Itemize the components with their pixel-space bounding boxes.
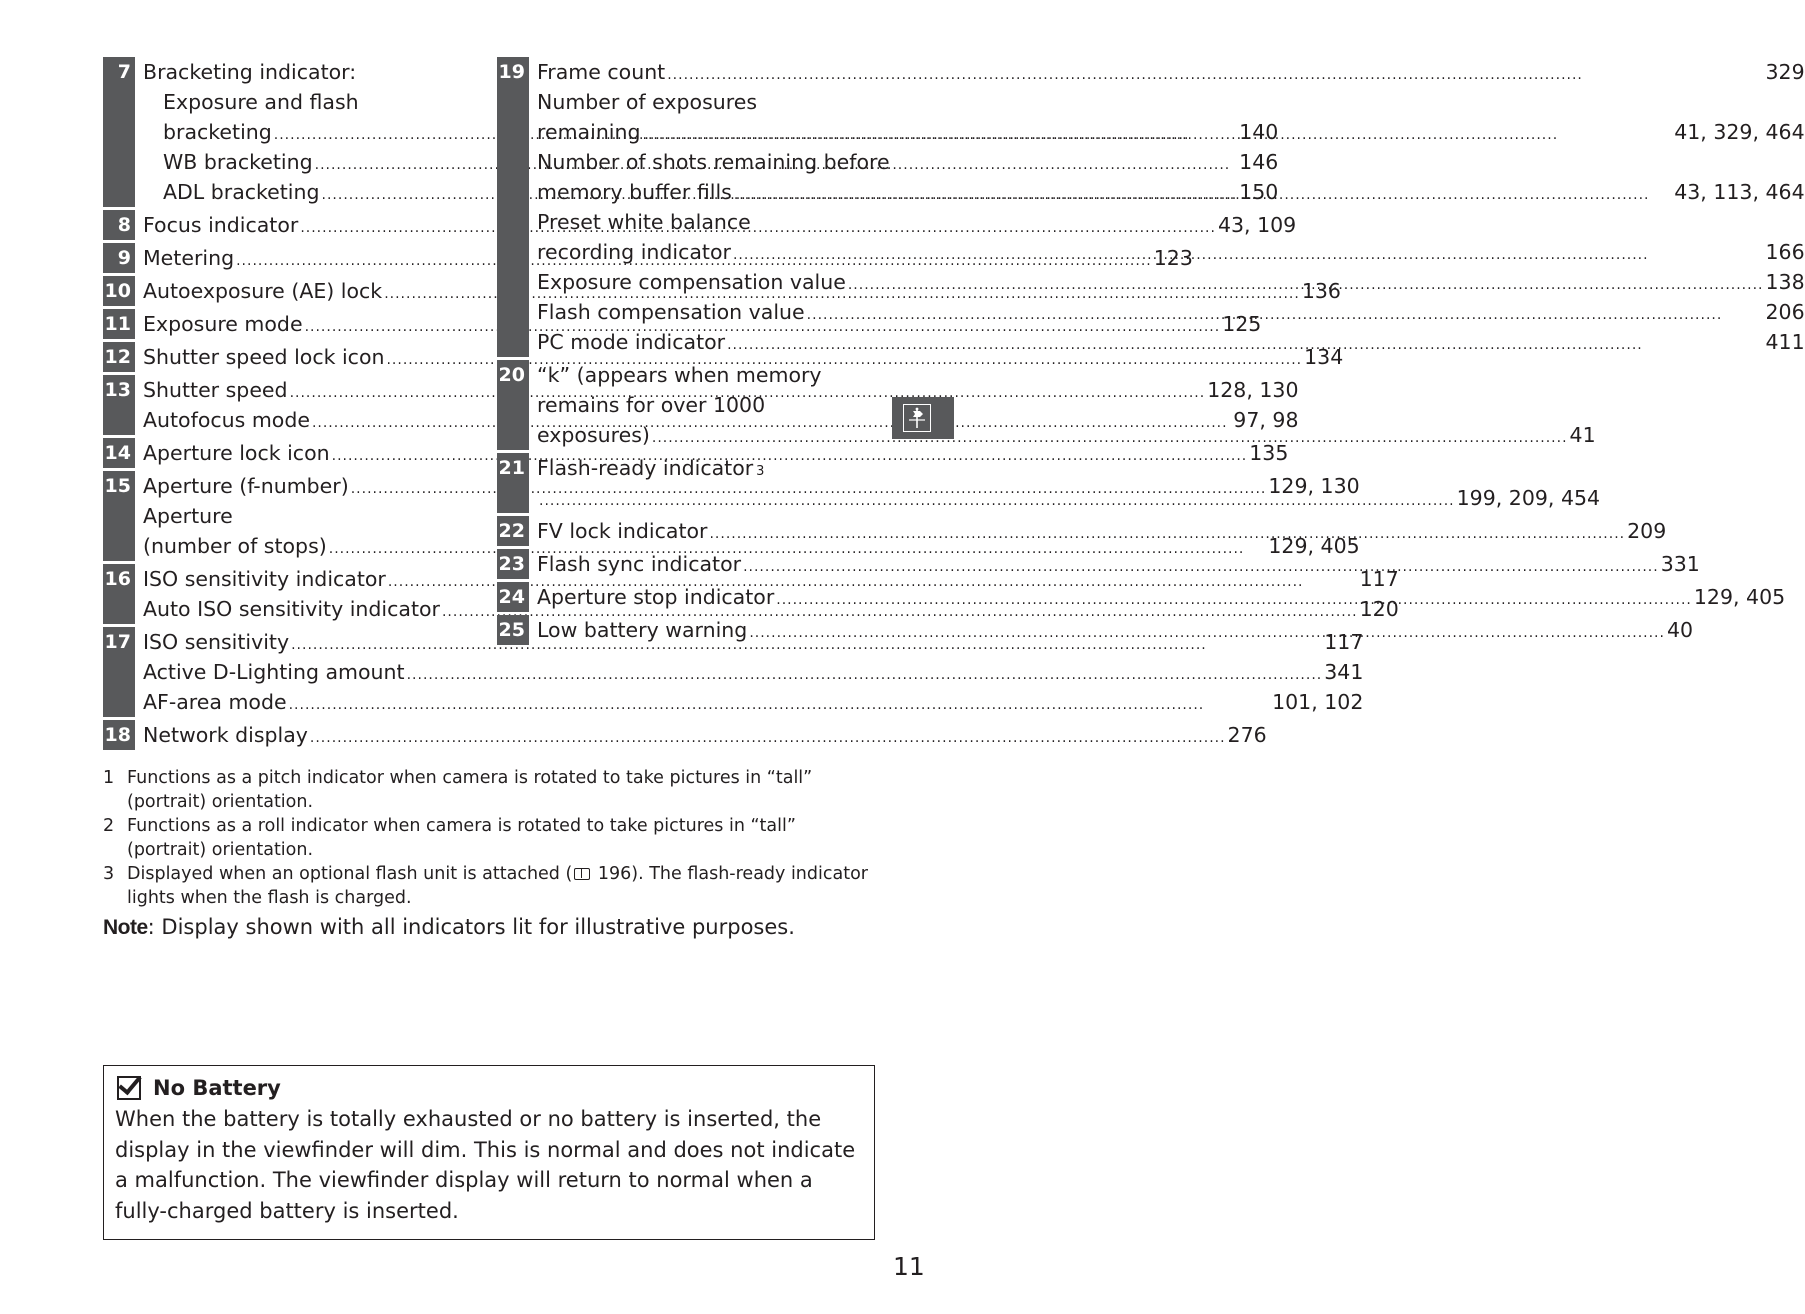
weathervane-icon bbox=[903, 404, 931, 432]
entry-line bbox=[537, 147, 1805, 177]
dot-leader bbox=[643, 120, 1673, 150]
page-reference[interactable]: 128, 130 bbox=[1207, 378, 1299, 402]
page-reference[interactable]: 331 bbox=[1660, 552, 1700, 576]
entry-label: remaining bbox=[537, 120, 641, 144]
entry-line bbox=[537, 516, 1666, 546]
entry-number: 20 bbox=[497, 360, 529, 450]
entry-label: Aperture stop indicator bbox=[537, 585, 775, 609]
entry-line bbox=[537, 615, 1693, 645]
footnote-text: Functions as a pitch indicator when camera is rotated to take pictures in “tall” (portrait) orientation. bbox=[127, 768, 813, 812]
entry-number: 19 bbox=[497, 57, 529, 357]
page-reference[interactable]: 41, 329, 464 bbox=[1674, 120, 1805, 144]
dot-leader bbox=[289, 690, 1270, 720]
dot-leader bbox=[807, 300, 1764, 330]
entry-line bbox=[537, 420, 1596, 450]
entry-lines bbox=[529, 360, 1596, 450]
page-reference[interactable]: 43, 109 bbox=[1217, 213, 1297, 237]
page-reference[interactable]: 97, 98 bbox=[1233, 408, 1299, 432]
page-number: 11 bbox=[893, 1252, 925, 1281]
entry-label: PC mode indicator bbox=[537, 330, 726, 354]
entry-line bbox=[537, 57, 1805, 87]
page-reference[interactable]: 43, 113, 464 bbox=[1674, 180, 1805, 204]
page-reference[interactable]: 123 bbox=[1153, 246, 1193, 270]
index-entry bbox=[103, 720, 1267, 750]
footnote-reference: 3 bbox=[756, 464, 765, 479]
entry-line bbox=[537, 117, 1805, 147]
footnote-text-after: 196). The flash-ready indicator lights when the flash is charged. bbox=[127, 864, 868, 908]
entry-number: 12 bbox=[103, 342, 135, 372]
entry-label: Flash compensation value bbox=[537, 300, 805, 324]
entry-number: 23 bbox=[497, 549, 529, 579]
callout-title-row bbox=[115, 1072, 863, 1104]
dot-leader bbox=[539, 486, 1455, 516]
entry-lines bbox=[529, 582, 1785, 612]
footnote bbox=[103, 814, 873, 862]
entry-label: Number of exposures bbox=[537, 90, 758, 114]
page-reference[interactable]: 341 bbox=[1324, 660, 1364, 684]
entry-label: Bracketing indicator: bbox=[143, 60, 357, 84]
page-reference[interactable]: 206 bbox=[1765, 300, 1805, 324]
page-reference[interactable]: 136 bbox=[1301, 279, 1341, 303]
page-reference[interactable]: 276 bbox=[1227, 723, 1267, 747]
entry-lines bbox=[529, 549, 1700, 579]
entry-label: Shutter speed bbox=[143, 378, 288, 402]
entry-line bbox=[537, 237, 1805, 267]
entry-number: 18 bbox=[103, 720, 135, 750]
entry-line bbox=[537, 87, 1805, 117]
entry-label: Shutter speed lock icon bbox=[143, 345, 385, 369]
entry-label: FV lock indicator bbox=[537, 519, 708, 543]
footnote bbox=[103, 766, 873, 814]
entry-label: Flash sync indicator bbox=[537, 552, 742, 576]
dot-leader bbox=[727, 330, 1763, 360]
page-reference[interactable]: 117 bbox=[1324, 630, 1364, 654]
entry-label: Autofocus mode bbox=[143, 408, 310, 432]
page-reference[interactable]: 146 bbox=[1239, 150, 1279, 174]
dot-leader bbox=[848, 270, 1764, 300]
book-icon bbox=[574, 868, 590, 880]
page-reference[interactable]: 138 bbox=[1765, 270, 1805, 294]
page-reference[interactable]: 166 bbox=[1765, 240, 1805, 264]
entry-line bbox=[537, 483, 1600, 513]
page-reference[interactable]: 120 bbox=[1359, 597, 1399, 621]
entry-label: Aperture (f-number) bbox=[143, 474, 349, 498]
entry-number: 16 bbox=[103, 564, 135, 624]
page-reference[interactable]: 40 bbox=[1666, 618, 1694, 642]
entry-label: Frame count bbox=[537, 60, 666, 84]
entry-label: memory buffer fills bbox=[537, 180, 732, 204]
entry-line bbox=[537, 390, 1596, 420]
entry-label: recording indicator bbox=[537, 240, 731, 264]
page-reference[interactable]: 117 bbox=[1359, 567, 1399, 591]
footnote-number: 2 bbox=[103, 816, 115, 836]
footnote-text: Functions as a roll indicator when camera is rotated to take pictures in “tall” (portrait) orientation. bbox=[127, 816, 796, 860]
entry-line bbox=[537, 327, 1805, 357]
dot-leader bbox=[733, 240, 1764, 270]
entry-label: ISO sensitivity indicator bbox=[143, 567, 386, 591]
entry-label: Exposure mode bbox=[143, 312, 303, 336]
entry-label: Metering bbox=[143, 246, 235, 270]
entry-label: Active D-Lighting amount bbox=[143, 660, 405, 684]
page-reference[interactable]: 101, 102 bbox=[1272, 690, 1364, 714]
note-text: : Display shown with all indicators lit for illustrative purposes. bbox=[147, 915, 795, 939]
page-reference[interactable]: 411 bbox=[1765, 330, 1805, 354]
entry-line bbox=[537, 297, 1805, 327]
page-reference[interactable]: 150 bbox=[1239, 180, 1279, 204]
entry-number: 8 bbox=[103, 210, 135, 240]
entry-label: Auto ISO sensitivity indicator bbox=[143, 597, 440, 621]
page-reference[interactable]: 209 bbox=[1627, 519, 1667, 543]
entry-number: 9 bbox=[103, 243, 135, 273]
checkmark-icon bbox=[117, 1076, 141, 1100]
entry-line bbox=[537, 267, 1805, 297]
entry-label: Aperture lock icon bbox=[143, 441, 330, 465]
section-tab[interactable] bbox=[892, 397, 954, 439]
entry-label: Flash-ready indicator bbox=[537, 456, 754, 480]
entry-label: Exposure compensation value bbox=[537, 270, 846, 294]
dot-leader bbox=[709, 519, 1625, 549]
entry-label: WB bracketing bbox=[163, 150, 313, 174]
callout-body: When the battery is totally exhausted or no battery is inserted, the display in the viewfinder will dim. This is normal and does not indicate a malfunction. The viewfinder display will return to normal when a fully-charged battery is inserted. bbox=[115, 1107, 856, 1223]
dot-leader bbox=[776, 585, 1692, 615]
footnotes bbox=[103, 766, 873, 910]
entry-number: 22 bbox=[497, 516, 529, 546]
entry-number: 10 bbox=[103, 276, 135, 306]
entry-label: “k” (appears when memory bbox=[537, 363, 822, 387]
entry-label: Preset white balance bbox=[537, 210, 751, 234]
entry-number: 13 bbox=[103, 375, 135, 435]
entry-lines bbox=[529, 57, 1805, 357]
no-battery-callout bbox=[103, 1065, 875, 1240]
entry-label: Number of shots remaining before bbox=[537, 150, 890, 174]
footnote-text-before: Displayed when an optional flash unit is attached ( bbox=[127, 864, 573, 884]
dot-leader bbox=[407, 660, 1323, 690]
dot-leader bbox=[749, 618, 1665, 648]
entry-lines bbox=[529, 453, 1600, 513]
dot-leader bbox=[743, 552, 1659, 582]
entry-number: 21 bbox=[497, 453, 529, 513]
footnote-number: 3 bbox=[103, 864, 115, 884]
entry-lines bbox=[135, 720, 1267, 750]
entry-label: Exposure and flash bbox=[163, 90, 359, 114]
entry-line bbox=[537, 582, 1785, 612]
entry-label: remains for over 1000 bbox=[537, 393, 766, 417]
entry-number: 14 bbox=[103, 438, 135, 468]
entry-lines bbox=[529, 516, 1666, 546]
entry-line bbox=[537, 549, 1700, 579]
entry-number: 7 bbox=[103, 57, 135, 207]
note-line bbox=[103, 912, 795, 943]
entry-number: 15 bbox=[103, 471, 135, 561]
entry-line bbox=[537, 177, 1805, 207]
entry-number: 25 bbox=[497, 615, 529, 645]
entry-line bbox=[143, 687, 1363, 717]
entry-label: Low battery warning bbox=[537, 618, 748, 642]
page-reference[interactable]: 134 bbox=[1304, 345, 1344, 369]
note-label: Note bbox=[103, 916, 148, 939]
entry-number: 11 bbox=[103, 309, 135, 339]
dot-leader bbox=[734, 180, 1672, 210]
entry-label: ADL bracketing bbox=[163, 180, 320, 204]
page-reference[interactable]: 199, 209, 454 bbox=[1456, 486, 1601, 510]
entry-number: 24 bbox=[497, 582, 529, 612]
entry-label: (number of stops) bbox=[143, 534, 327, 558]
entry-label: bracketing bbox=[163, 120, 272, 144]
page-reference[interactable]: 129, 405 bbox=[1268, 534, 1360, 558]
dot-leader bbox=[310, 723, 1226, 753]
entry-label: Focus indicator bbox=[143, 213, 299, 237]
footnote-number: 1 bbox=[103, 768, 115, 788]
dot-leader bbox=[667, 60, 1763, 90]
page-reference[interactable]: 329 bbox=[1765, 60, 1805, 84]
entry-line bbox=[537, 360, 1596, 390]
footnote-text bbox=[127, 862, 873, 910]
entry-label: Autoexposure (AE) lock bbox=[143, 279, 383, 303]
page-reference[interactable]: 125 bbox=[1222, 312, 1262, 336]
entry-line bbox=[537, 207, 1805, 237]
page-reference[interactable]: 129, 405 bbox=[1693, 585, 1786, 609]
page-reference[interactable]: 135 bbox=[1249, 441, 1289, 465]
entry-line bbox=[143, 720, 1267, 750]
entry-number: 17 bbox=[103, 627, 135, 717]
entry-label: Aperture bbox=[143, 504, 233, 528]
page-reference[interactable]: 140 bbox=[1239, 120, 1279, 144]
page-reference[interactable]: 129, 130 bbox=[1268, 474, 1360, 498]
callout-title: No Battery bbox=[153, 1076, 281, 1100]
dot-leader bbox=[652, 423, 1568, 453]
entry-label: Network display bbox=[143, 723, 308, 747]
footnote bbox=[103, 862, 873, 910]
entry-line bbox=[143, 657, 1363, 687]
entry-line bbox=[537, 453, 1600, 483]
entry-label: AF-area mode bbox=[143, 690, 287, 714]
entry-lines bbox=[529, 615, 1693, 645]
page-reference[interactable]: 41 bbox=[1569, 423, 1596, 447]
entry-label: ISO sensitivity bbox=[143, 630, 290, 654]
entry-label: exposures) bbox=[537, 423, 650, 447]
